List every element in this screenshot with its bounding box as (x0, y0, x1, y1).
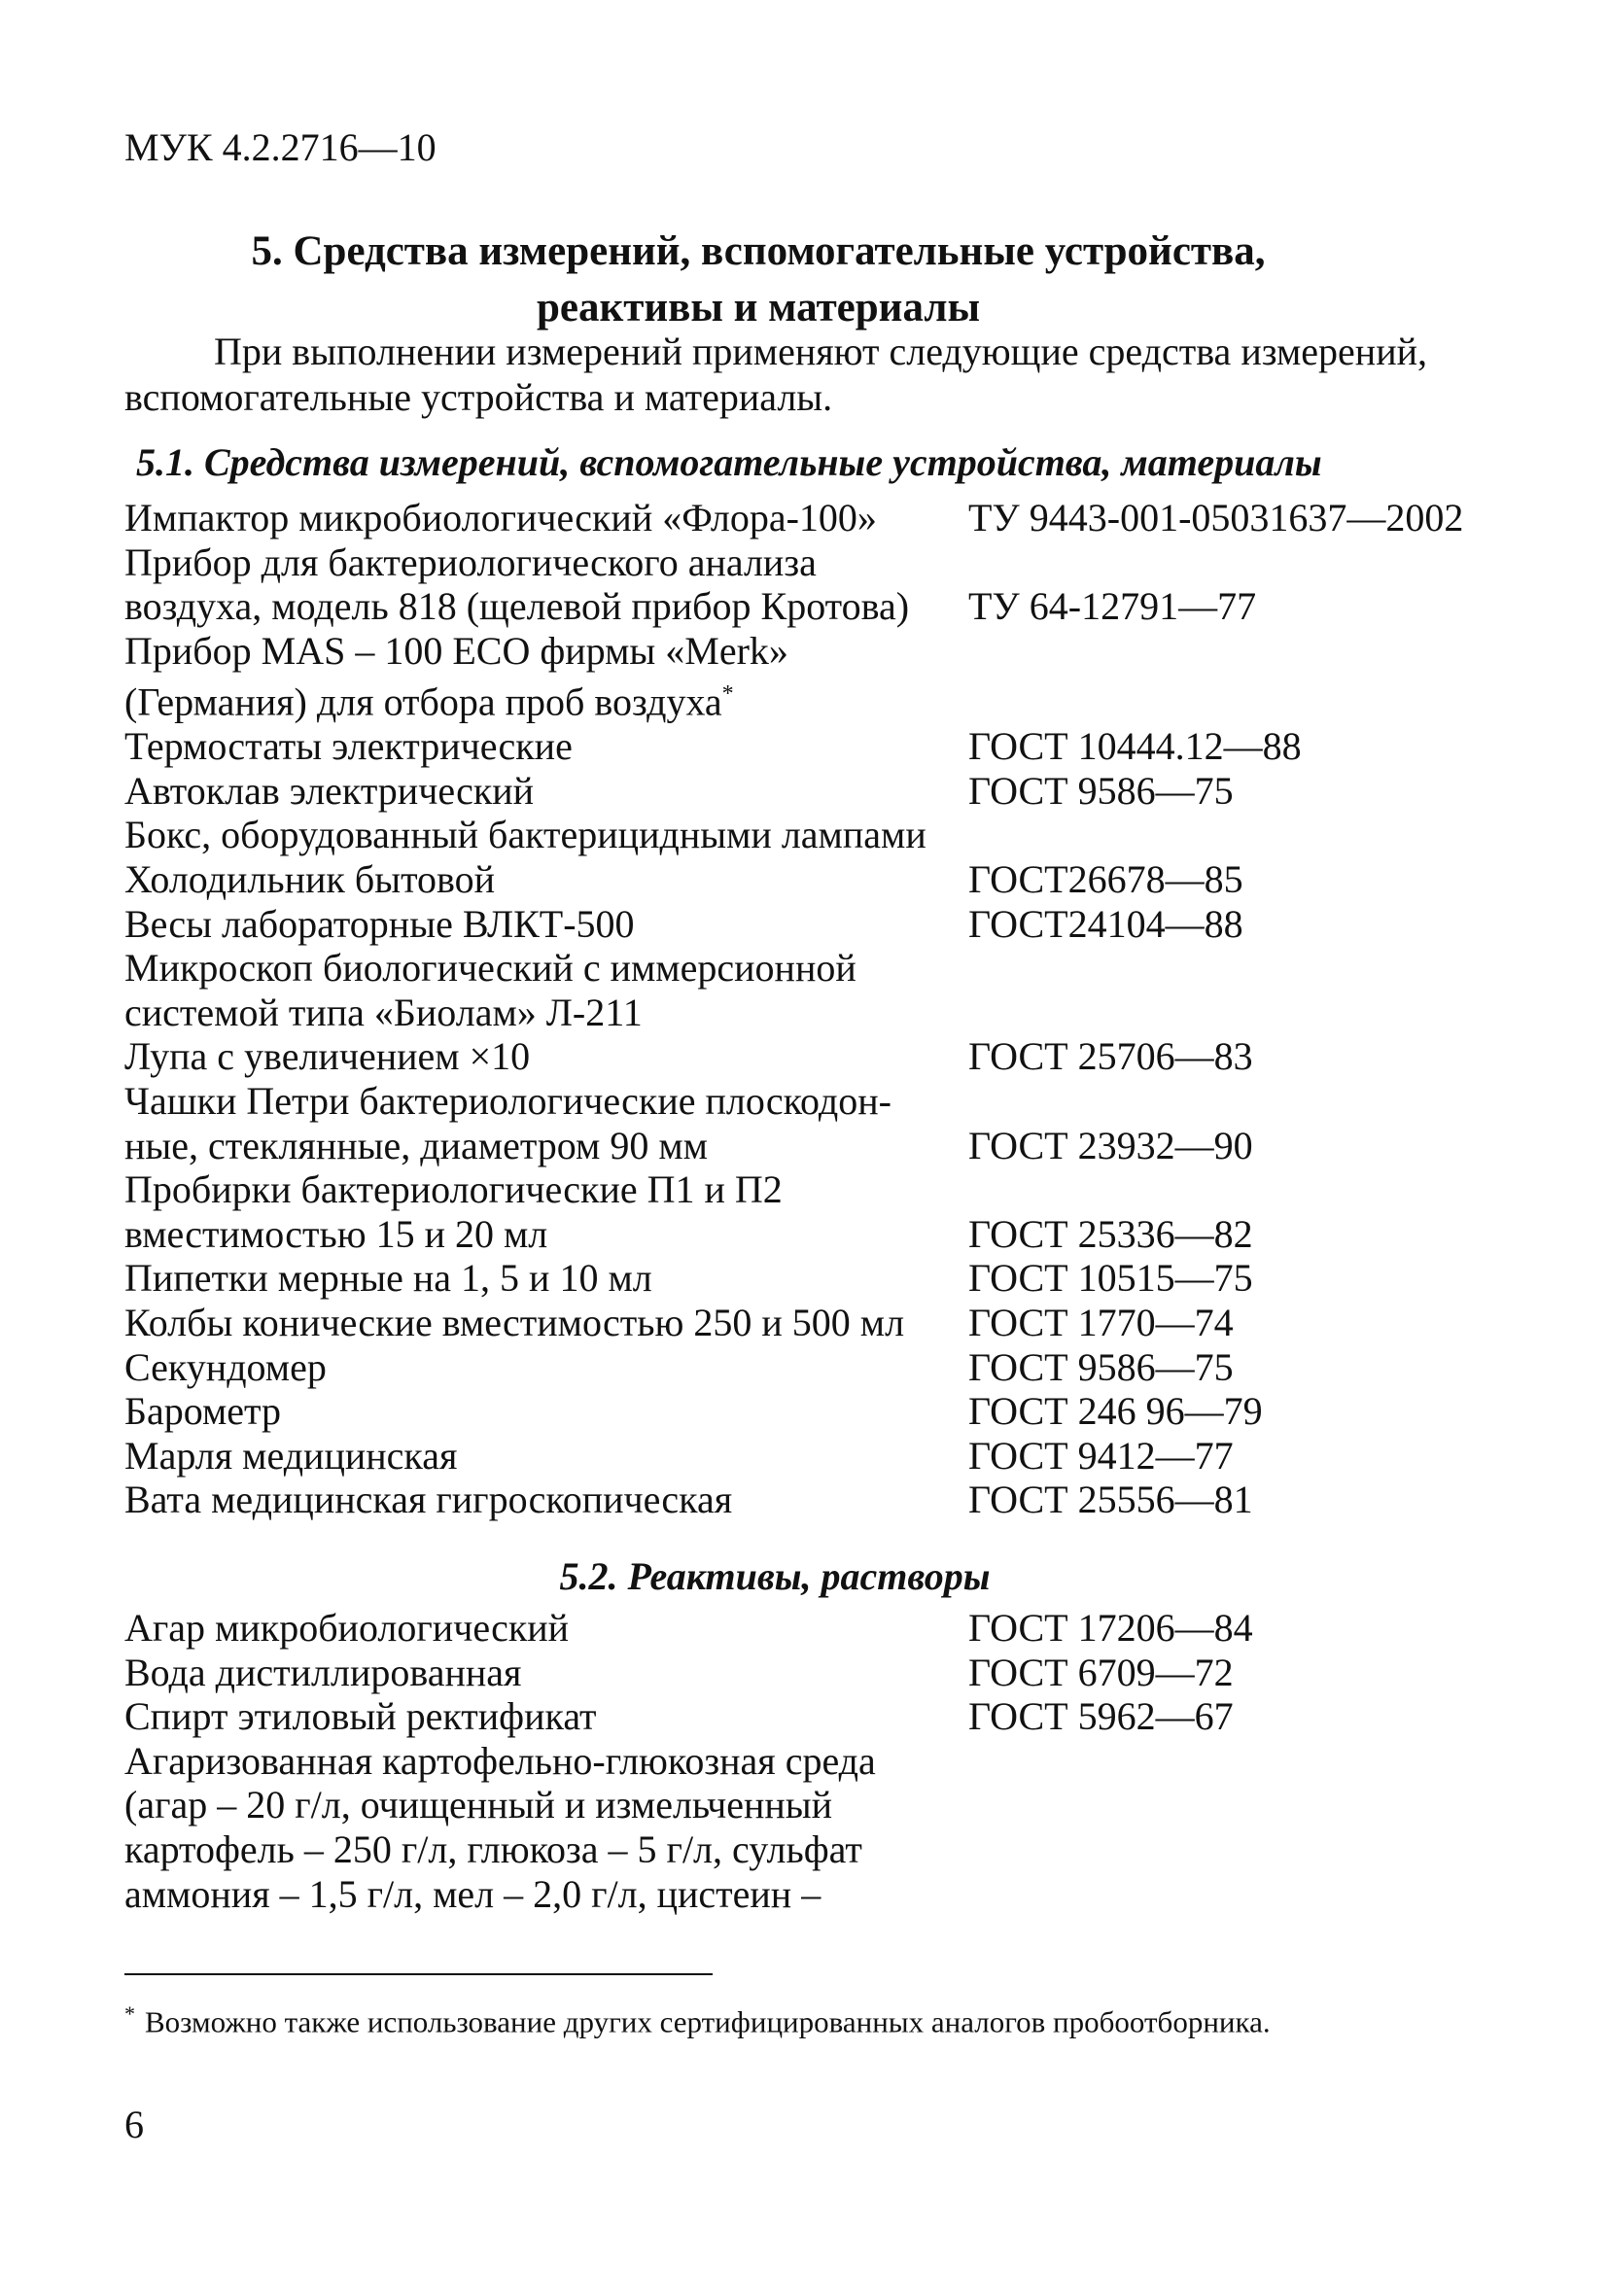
item-name: Прибор для бактериологического анализа воздуха, модель 818 (щелевой прибор Кротова) (124, 539, 910, 629)
item-standard: ГОСТ24104—88 (968, 901, 1243, 946)
subsection-title-5-1: 5.1. Средства измерений, вспомогательные устройства, материалы (136, 440, 1322, 484)
item-name: Пипетки мерные на 1, 5 и 10 мл (124, 1256, 652, 1301)
list-item (124, 1651, 1505, 1695)
item-standard: ГОСТ 10515—75 (968, 1256, 1253, 1301)
item-name: Вата медицинская гигроскопическая (124, 1478, 733, 1522)
section-title-line1: 5. Средства измерений, вспомогательные устройства, (251, 228, 1266, 274)
list-item (124, 813, 1505, 857)
item-standard: ГОСТ26678—85 (968, 857, 1243, 902)
item-name: Пробирки бактериологические П1 и П2 вместимостью 15 и 20 мл (124, 1167, 783, 1256)
footnote (124, 1995, 1271, 2041)
list-item (124, 540, 1505, 629)
item-name: Бокс, оборудованный бактерицидными лампами (124, 813, 926, 857)
list-item (124, 1034, 1505, 1079)
list-item (124, 1434, 1505, 1478)
list-item (124, 1389, 1505, 1434)
item-name: Секундомер (124, 1344, 327, 1389)
item-name: Прибор MAS – 100 ECO фирмы «Merk» (Германия) для отбора проб воздуха (124, 628, 788, 724)
item-standard: ГОСТ 9586—75 (968, 768, 1234, 813)
list-item (124, 946, 1505, 1034)
list-item (124, 1478, 1505, 1522)
item-standard: ГОСТ 5962—67 (968, 1694, 1234, 1739)
item-name: Спирт этиловый ректификат (124, 1694, 597, 1739)
section-title (126, 224, 1390, 336)
list-item (124, 902, 1505, 947)
footnote-reference: * (721, 681, 734, 708)
item-name: Термостаты электрические (124, 724, 573, 769)
item-name: Чашки Петри бактериологические плоскодон- ные, стеклянные, диаметром 90 мм (124, 1079, 891, 1167)
item-name: Весы лабораторные ВЛКТ-500 (124, 901, 635, 946)
footnote-divider (124, 1973, 713, 1975)
list-item (124, 1301, 1505, 1345)
list-item (124, 496, 1505, 540)
item-name: Колбы конические вместимостью 250 и 500 мл (124, 1301, 905, 1345)
item-name: Лупа с увеличением ×10 (124, 1034, 531, 1079)
list-item (124, 1694, 1505, 1739)
reagents-list (124, 1606, 1505, 1916)
item-name: Автоклав электрический (124, 768, 535, 813)
list-item (124, 724, 1505, 769)
item-standard: ГОСТ 1770—74 (968, 1301, 1234, 1345)
item-name: Микроскоп биологический с иммерсионной системой типа «Биолам» Л-211 (124, 946, 856, 1034)
list-item (124, 857, 1505, 902)
item-standard: ГОСТ 246 96—79 (968, 1389, 1263, 1434)
item-name: Агар микробиологический (124, 1606, 570, 1650)
list-item (124, 1167, 1505, 1256)
document-code: МУК 4.2.2716—10 (124, 125, 437, 169)
list-item (124, 1256, 1505, 1301)
item-standard: ГОСТ 25336—82 (968, 1211, 1253, 1256)
item-name: Марля медицинская (124, 1433, 458, 1478)
item-name: Барометр (124, 1389, 281, 1434)
list-item (124, 769, 1505, 814)
item-standard: ГОСТ 9586—75 (968, 1344, 1234, 1389)
equipment-list (124, 496, 1505, 1522)
list-item (124, 1739, 1505, 1916)
item-standard: ГОСТ 10444.12—88 (968, 724, 1302, 769)
footnote-mark: * (124, 2001, 135, 2026)
item-name: Вода дистиллированная (124, 1650, 522, 1694)
list-item (124, 1079, 1505, 1167)
section-intro: При выполнении измерений применяют следующие средства измерений, вспомогательные устройства и материалы. (124, 330, 1427, 419)
item-standard: ГОСТ 17206—84 (968, 1606, 1253, 1650)
footnote-text: Возможно также использование других сертифицированных аналогов пробоотборника. (145, 2004, 1271, 2039)
list-item (124, 629, 1505, 725)
list-item (124, 1345, 1505, 1390)
item-standard: ГОСТ 9412—77 (968, 1433, 1234, 1478)
section-title-line2: реактивы и материалы (536, 285, 981, 330)
item-name: Агаризованная картофельно-глюкозная среда (агар – 20 г/л, очищенный и измельченный картофель – 250 г/л, глюкоза – 5 г/л, сульфат аммония – 1,5 г/л, мел – 2,0 г/л, цистеин – (124, 1738, 876, 1916)
item-standard: ГОСТ 6709—72 (968, 1650, 1234, 1694)
subsection-title-5-2: 5.2. Реактивы, растворы (559, 1554, 991, 1598)
item-standard: ГОСТ 23932—90 (968, 1123, 1253, 1167)
item-name: Импактор микробиологический «Флора-100» (124, 496, 877, 539)
item-standard: ГОСТ 25556—81 (968, 1478, 1253, 1522)
item-name: Холодильник бытовой (124, 857, 496, 902)
item-standard: ГОСТ 25706—83 (968, 1034, 1253, 1079)
page-number: 6 (124, 2103, 144, 2146)
list-item (124, 1606, 1505, 1651)
item-standard: ТУ 64-12791—77 (968, 584, 1257, 629)
item-standard: ТУ 9443-001-05031637—2002 (968, 496, 1464, 539)
